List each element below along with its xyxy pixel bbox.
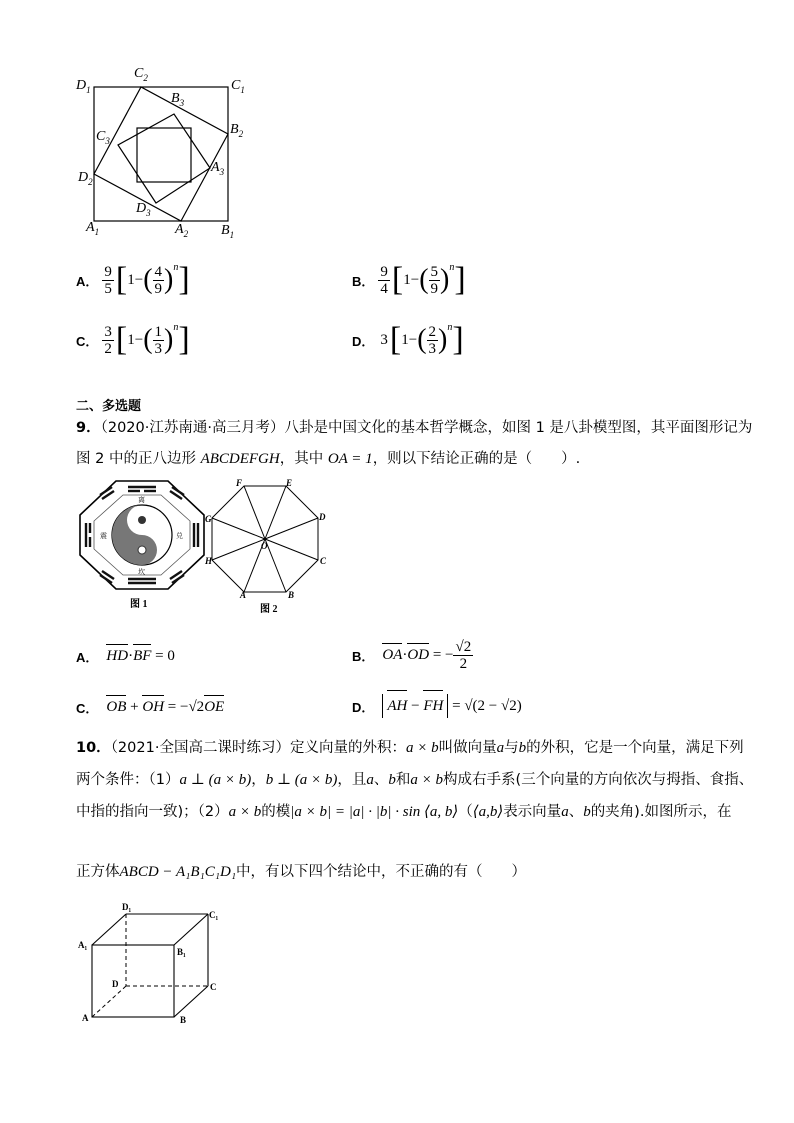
q8-option-a[interactable]: A． $\frac{9}{5}$ [ 1 − ( $\frac{4}{9}$ ) $^n$ ]: [76, 261, 190, 298]
q8-option-b[interactable]: B． $\frac{9}{4}$ [ 1 − ( $\frac{5}{9}$ ) $^n$ ]: [352, 261, 466, 298]
cross-product: a × b: [405, 740, 439, 756]
question-number: 9．: [76, 420, 101, 436]
coefficient-fraction: $\frac{3}{2}$: [104, 323, 112, 357]
vector-bf: BF: [133, 647, 152, 664]
cube-figure: [78, 898, 228, 1028]
vector-b: b: [518, 740, 527, 756]
octagon-svg: [204, 478, 336, 598]
vector-a: a: [561, 804, 569, 820]
option-letter: C．: [76, 333, 99, 349]
q9-text-1: 八卦是中国文化的基本哲学概念，如图 1 是八卦模型图，其平面图形记为: [284, 420, 753, 436]
vector-oh: OH: [142, 698, 165, 715]
equation-rest: = −√2: [164, 698, 205, 715]
q10-line-2: [76, 770, 753, 790]
q9-text-2a: 图 2 中的正八边形: [76, 451, 196, 467]
q10-text-4a: 正方体: [76, 864, 120, 880]
equation-rest: = −: [429, 646, 454, 663]
fig1-caption: 图 1: [130, 599, 148, 610]
option-letter: A．: [76, 273, 99, 289]
q10-text-3e: 、: [568, 804, 584, 820]
q10-text-1c: 的外积，它是一个向量，满足下列: [526, 740, 744, 756]
second-square: [94, 87, 228, 221]
q9-text-2b: ，其中: [279, 451, 324, 467]
q9-line-2: [76, 449, 580, 469]
oct-label-B: B: [288, 590, 295, 600]
coefficient-fraction: $\frac{9}{5}$: [104, 263, 112, 297]
fig2-caption: 图 2: [260, 604, 278, 615]
vector-b: b: [583, 804, 591, 820]
oct-label-D: D: [319, 512, 326, 522]
cube-label-A: A: [82, 1013, 89, 1023]
cube-label-B1: B₁: [177, 947, 186, 957]
question-source: （2020·江苏南通·高三月考）: [100, 420, 285, 436]
inner-fraction: $\frac{1}{3}$: [154, 323, 163, 357]
cube-label-B: B: [180, 1015, 187, 1025]
label-C3: $C_3$: [96, 129, 110, 146]
oa-equation: OA = 1: [327, 451, 373, 467]
label-B1: $B_1$: [221, 223, 235, 240]
q10-text-4b: 中，有以下四个结论中，不正确的有（ ）: [236, 864, 527, 880]
polygon-name: ABCDEFGH: [200, 451, 280, 467]
one: 1: [403, 271, 411, 288]
one: 1: [401, 331, 409, 348]
cube-label-D1: D₁: [122, 902, 132, 912]
oct-label-H: H: [205, 556, 213, 566]
cube-label-A1: A₁: [78, 940, 88, 950]
q10-text-3d: 表示向量: [503, 804, 562, 820]
option-letter: D．: [352, 699, 375, 715]
exponent: n: [449, 262, 455, 273]
coefficient-fraction: $\frac{9}{4}$: [380, 263, 388, 297]
label-B3: $B_3$: [171, 91, 185, 108]
label-C1: $C_1$: [231, 78, 245, 95]
q10-text-2d: 和: [395, 772, 411, 788]
svg-text:坎: 坎: [138, 568, 145, 576]
q10-text-3b: 的模: [261, 804, 291, 820]
q9-option-a[interactable]: A． HD · BF = 0: [76, 647, 175, 665]
octagon-figure: [204, 478, 336, 613]
inner-fraction: $\frac{4}{9}$: [154, 263, 163, 297]
equation-rest: = 0: [151, 647, 175, 664]
perp-condition-1: a ⊥ (a × b): [179, 772, 252, 788]
q10-text-1b: 叫做向量: [438, 740, 497, 756]
cross-product: a × b: [228, 804, 262, 820]
vector-b: b: [388, 772, 396, 788]
oct-label-F: F: [236, 478, 243, 488]
q10-line-4: [76, 862, 526, 882]
option-letter: D．: [352, 333, 375, 349]
q10-text-2e: 构成右手系(三个向量的方向依次与拇指、食指、: [443, 772, 754, 788]
q10-text-3f: 的夹角).如图所示，在: [590, 804, 732, 820]
option-letter: B．: [352, 273, 375, 289]
answer-fraction: $\frac{√2}{2}$: [455, 638, 472, 672]
cube-label-C: C: [210, 982, 217, 992]
q10-line-1: [76, 738, 744, 758]
label-A3: $A_3$: [211, 160, 225, 177]
svg-text:离: 离: [138, 496, 145, 504]
cube-label-D: D: [112, 979, 119, 989]
svg-text:震: 震: [100, 532, 107, 540]
exponent: n: [173, 262, 179, 273]
perp-condition-2: b ⊥ (a × b): [265, 772, 338, 788]
q10-text-2c: 、: [373, 772, 389, 788]
label-C2: $C_2$: [134, 66, 148, 83]
vector-hd: HD: [106, 647, 129, 664]
vector-fh: FH: [423, 694, 443, 718]
q9-option-b[interactable]: B． OA · OD = − $\frac{√2}{2}$: [352, 638, 472, 672]
label-D1: $D_1$: [76, 78, 91, 95]
q9-option-c[interactable]: C． OB + OH = −√2 OE: [76, 698, 225, 716]
outer-square: [94, 87, 228, 221]
vector-oe: OE: [204, 698, 225, 715]
third-square: [118, 114, 210, 203]
inner-fraction: $\frac{5}{9}$: [430, 263, 439, 297]
q10-text-3c: （: [458, 804, 473, 820]
svg-text:兑: 兑: [176, 532, 183, 540]
option-letter: B．: [352, 648, 375, 664]
vector-a: a: [366, 772, 374, 788]
section-title: 二、多选题: [76, 399, 142, 414]
q9-option-d[interactable]: D． AH − FH = √(2 − √2): [352, 692, 522, 720]
bagua-figure: [78, 479, 206, 609]
oct-label-C: C: [320, 556, 327, 566]
exponent: n: [173, 322, 179, 333]
modulus-formula: |a × b| = |a| · |b| · sin ⟨a, b⟩: [290, 804, 459, 820]
q10-text-yu: 与: [504, 740, 519, 756]
one: 1: [127, 271, 135, 288]
one: 1: [127, 331, 135, 348]
q10-text-2a: 两个条件：（1）: [76, 772, 180, 788]
oct-label-E: E: [286, 478, 293, 488]
vector-a: a: [496, 740, 505, 756]
label-D3: $D_3$: [136, 201, 151, 218]
q10-sep: ，: [251, 772, 266, 788]
oct-label-G: G: [205, 514, 212, 524]
q9-line-1: [76, 418, 752, 438]
inner-square: [137, 128, 191, 182]
cube-name: ABCD − A₁B₁C₁D₁: [119, 864, 237, 880]
question-number: 10．: [76, 740, 111, 756]
q10-text-2b: ，且: [337, 772, 367, 788]
cube-label-C1: C₁: [209, 910, 219, 920]
option-letter: C．: [76, 700, 99, 716]
q8-option-d[interactable]: D． 3 [ 1 − ( $\frac{2}{3}$ ) $^n$ ]: [352, 321, 464, 358]
q10-text-1a: 定义向量的外积：: [289, 740, 406, 756]
inner-fraction: $\frac{2}{3}$: [428, 323, 437, 357]
nested-squares-svg: [76, 66, 256, 246]
q9-text-2c: ，则以下结论正确的是（ ）.: [372, 451, 581, 467]
exponent: n: [447, 322, 453, 333]
cube-svg: [78, 898, 228, 1028]
vector-ah: AH: [387, 694, 407, 718]
option-letter: A．: [76, 649, 99, 665]
equation-rest: = √(2 − √2): [448, 697, 522, 714]
angle-notation: ⟨a,b⟩: [472, 804, 504, 820]
bagua-svg: [78, 479, 206, 591]
coefficient: 3: [380, 331, 388, 348]
label-D2: $D_2$: [78, 170, 93, 187]
label-A1: $A_1$: [86, 220, 100, 237]
q8-option-c[interactable]: C． $\frac{3}{2}$ [ 1 − ( $\frac{1}{3}$ ) $^n$ ]: [76, 321, 190, 358]
cross-product: a × b: [410, 772, 444, 788]
vector-ob: OB: [106, 698, 127, 715]
oct-label-A: A: [240, 590, 247, 600]
nested-squares-figure: [76, 66, 256, 246]
q10-text-3a: 中指的指向一致)；（2）: [76, 804, 229, 820]
q10-line-3: [76, 802, 731, 822]
label-A2: $A_2$: [175, 222, 189, 239]
label-B2: $B_2$: [230, 122, 244, 139]
vector-od: OD: [407, 646, 430, 663]
oct-label-O: O: [261, 541, 268, 551]
vector-oa: OA: [382, 646, 403, 663]
question-source: （2021·全国高二课时练习）: [110, 740, 290, 756]
